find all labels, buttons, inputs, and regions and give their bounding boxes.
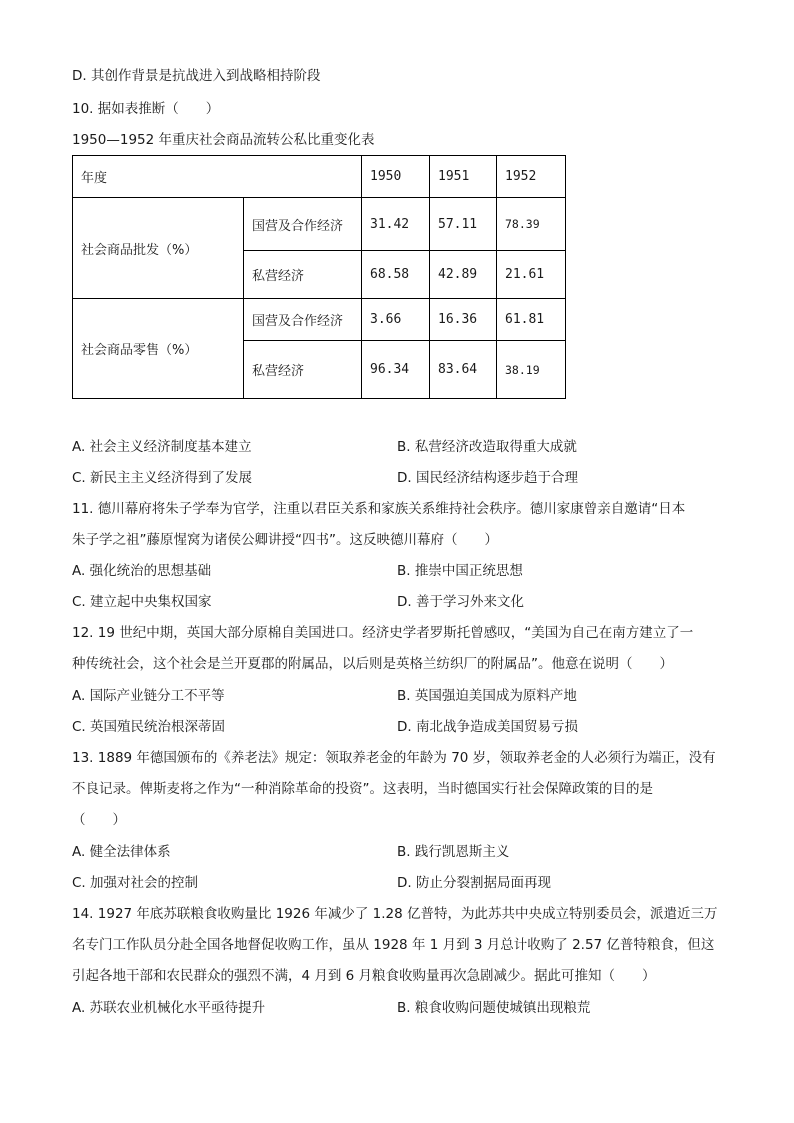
q11-stem-line2: 朱子学之祖”藤原惺窝为诸侯公卿讲授“四书”。这反映德川幕府（ ） <box>72 532 498 548</box>
retail-state-label: 国营及合作经济 <box>244 299 362 341</box>
retail-private-1950: 96.34 <box>362 341 430 399</box>
q14-stem-line3: 引起各地干部和农民群众的强烈不满，4 月到 6 月粮食收购量再次急剧减少。据此可推知（ ） <box>72 968 656 984</box>
q11-option-b[interactable]: B. 推崇中国正统思想 <box>397 563 523 579</box>
q10-option-d[interactable]: D. 国民经济结构逐步趋于合理 <box>397 470 578 486</box>
q13-stem-line2: 不良记录。俾斯麦将之作为“一种消除革命的投资”。这表明，当时德国实行社会保障政策的目的是 <box>72 781 653 797</box>
q10-option-a[interactable]: A. 社会主义经济制度基本建立 <box>72 439 252 455</box>
q10-stem: 10. 据如表推断（ ） <box>72 101 220 117</box>
q14-stem-line2: 名专门工作队员分赴全国各地督促收购工作，虽从 1928 年 1 月到 3 月总计收购了 2.57 亿普特粮食，但这 <box>72 937 715 953</box>
q14-option-a[interactable]: A. 苏联农业机械化水平亟待提升 <box>72 1000 266 1016</box>
retail-private-1951: 83.64 <box>430 341 497 399</box>
retail-private-1952: 38.19 <box>497 341 566 399</box>
q12-option-a[interactable]: A. 国际产业链分工不平等 <box>72 688 225 704</box>
q14-stem-line1: 14. 1927 年底苏联粮食收购量比 1926 年减少了 1.28 亿普特，为此苏共中央成立特别委员会，派遣近三万 <box>72 906 718 922</box>
q12-option-b[interactable]: B. 英国强迫美国成为原料产地 <box>397 688 577 704</box>
q13-option-c[interactable]: C. 加强对社会的控制 <box>72 875 199 891</box>
wholesale-label: 社会商品批发（%） <box>73 198 244 299</box>
q11-option-a[interactable]: A. 强化统治的思想基础 <box>72 563 212 579</box>
wholesale-private-1950: 68.58 <box>362 251 430 299</box>
q13-option-d[interactable]: D. 防止分裂割据局面再现 <box>397 875 551 891</box>
q10-table-title: 1950—1952 年重庆社会商品流转公私比重变化表 <box>72 132 375 148</box>
q11-option-c[interactable]: C. 建立起中央集权国家 <box>72 594 212 610</box>
retail-state-1952: 61.81 <box>497 299 566 341</box>
wholesale-state-1950: 31.42 <box>362 198 430 251</box>
q12-stem-line1: 12. 19 世纪中期，英国大部分原棉自美国进口。经济史学者罗斯托曾感叹，“美国为自己在南方建立了一 <box>72 625 694 641</box>
q14-option-b[interactable]: B. 粮食收购问题使城镇出现粮荒 <box>397 1000 591 1016</box>
q13-option-a[interactable]: A. 健全法律体系 <box>72 844 171 860</box>
retail-label: 社会商品零售（%） <box>73 299 244 399</box>
header-1951: 1951 <box>430 156 497 198</box>
q12-stem-line2: 种传统社会，这个社会是兰开夏郡的附属品，以后则是英格兰纺织厂的附属品”。他意在说明（ ） <box>72 656 673 672</box>
q13-option-b[interactable]: B. 践行凯恩斯主义 <box>397 844 510 860</box>
wholesale-state-label: 国营及合作经济 <box>244 198 362 251</box>
retail-private-label: 私营经济 <box>244 341 362 399</box>
table-row <box>73 299 566 341</box>
wholesale-private-1952: 21.61 <box>497 251 566 299</box>
header-year-label: 年度 <box>73 156 362 198</box>
wholesale-private-label: 私营经济 <box>244 251 362 299</box>
header-1952: 1952 <box>497 156 566 198</box>
q10-option-c[interactable]: C. 新民主主义经济得到了发展 <box>72 470 253 486</box>
retail-state-1950: 3.66 <box>362 299 430 341</box>
q12-option-d[interactable]: D. 南北战争造成美国贸易亏损 <box>397 719 578 735</box>
retail-state-1951: 16.36 <box>430 299 497 341</box>
q12-option-c[interactable]: C. 英国殖民统治根深蒂固 <box>72 719 226 735</box>
wholesale-private-1951: 42.89 <box>430 251 497 299</box>
q11-option-d[interactable]: D. 善于学习外来文化 <box>397 594 524 610</box>
q11-stem-line1: 11. 德川幕府将朱子学奉为官学，注重以君臣关系和家族关系维持社会秩序。德川家康曾亲自邀请“日本 <box>72 501 686 517</box>
wholesale-state-1952: 78.39 <box>497 198 566 251</box>
q13-stem-line1: 13. 1889 年德国颁布的《养老法》规定：领取养老金的年龄为 70 岁，领取养老金的人必须行为端正，没有 <box>72 750 716 766</box>
wholesale-state-1951: 57.11 <box>430 198 497 251</box>
q10-option-b[interactable]: B. 私营经济改造取得重大成就 <box>397 439 577 455</box>
table-header-row <box>73 156 566 198</box>
q13-stem-line3: （ ） <box>72 812 126 828</box>
prev-question-option-d: D. 其创作背景是抗战进入到战略相持阶段 <box>72 68 321 84</box>
header-1950: 1950 <box>362 156 430 198</box>
table-row <box>73 198 566 251</box>
q10-commodity-table <box>72 155 566 399</box>
